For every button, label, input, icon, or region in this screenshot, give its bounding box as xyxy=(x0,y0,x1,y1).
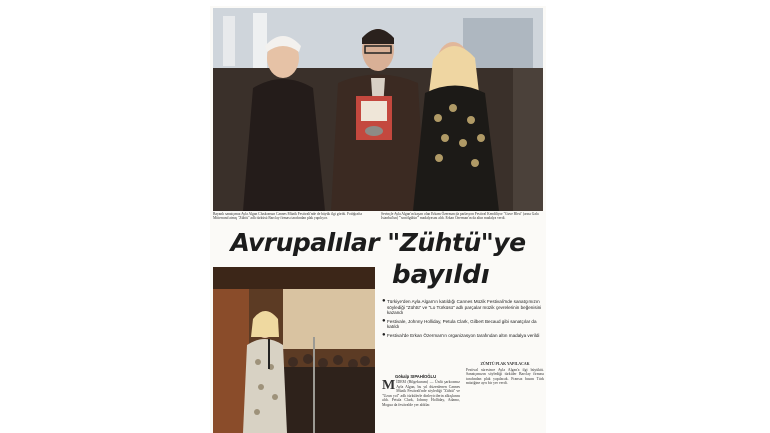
headline-line2: bayıldı xyxy=(392,260,490,290)
bullet-text: Festival'de Erkan Özerman'ın organizasyon tarafından altın madalya verildi xyxy=(387,332,540,338)
body-column-1 xyxy=(382,380,460,408)
caption-right: Sevinçle Ayla Algan'ın kaşarı olan Erkam Özerman da parlasyon Festival Kendiliyor "Guve Bleu" (arası Gala İstanbul'un) "'sonölgülün'" madalyasını aldı. Erkan Özerman'ın da altın madalya verdi. xyxy=(381,212,539,221)
top-photo xyxy=(213,8,543,211)
column-subhead: ZÜMTÜ PLAK YAPILACAK xyxy=(480,362,530,366)
body-column-2 xyxy=(466,361,544,386)
newspaper-page xyxy=(210,6,546,433)
bullet-dot-icon: ● xyxy=(382,331,386,338)
dropcap: M xyxy=(382,378,396,393)
column-2-text: Festival süresince Ayla Algan'a ilgi büyüktü. Sanatçımızın söylediği türküler Barclay firması tarafından plak yapılacak. Fransız basını Türk müziğine ayrı bir yer verdi. xyxy=(466,367,544,386)
column-1-text: İDEM (Bilgekurum) — Ünlü şarkıcımız Ayla Algan, bu yıl düzenlenen Cannes Müzik Festivali'nde söylediği "Zühtü" ve "Uzun yol" adlı türkülerle dinleyicilerin alkışlarını aldı. Petula Clark, Johnny Holliday, Adamo, Mogua da festivalde yer aldılar. xyxy=(382,380,460,407)
byline: Gökalp SIPAHİOĞLU xyxy=(395,374,437,379)
bullet-dot-icon: ● xyxy=(382,298,386,304)
headline-line1: Avrupalılar "Zühtü"ye xyxy=(230,228,526,257)
bullet-item xyxy=(382,333,544,339)
bullet-text: Türkiye'den Ayla Algan'ın katıldığı Cannes Müzik Festivali'nde sanatçımızın söylediği "Zühtü" ve "Lo Türküsü" adlı parçalar müzik çevrelerinin beğenisini kazandı xyxy=(387,299,542,316)
bullet-item xyxy=(382,319,544,330)
photo-caption xyxy=(213,212,543,221)
summary-bullets xyxy=(382,299,544,342)
bullet-dot-icon: ● xyxy=(382,317,386,324)
bullet-text: Festivale, Johnny Holliday, Petula Clark, Gilbert Becaud gibi sanatçılar da katıldı xyxy=(387,318,537,330)
stage-photo xyxy=(213,267,375,433)
caption-left: Bayanlı sanatçımız Ayla Algan Cluskonsun Cannes Müzik Festivali'nde de büyük ilgi gördü. Fotöğrafta Mitterrand atmış "Zühtü" adlı türküsü Barclay firması tarafından plak yapılıyor. xyxy=(213,212,362,221)
bullet-item xyxy=(382,299,544,316)
